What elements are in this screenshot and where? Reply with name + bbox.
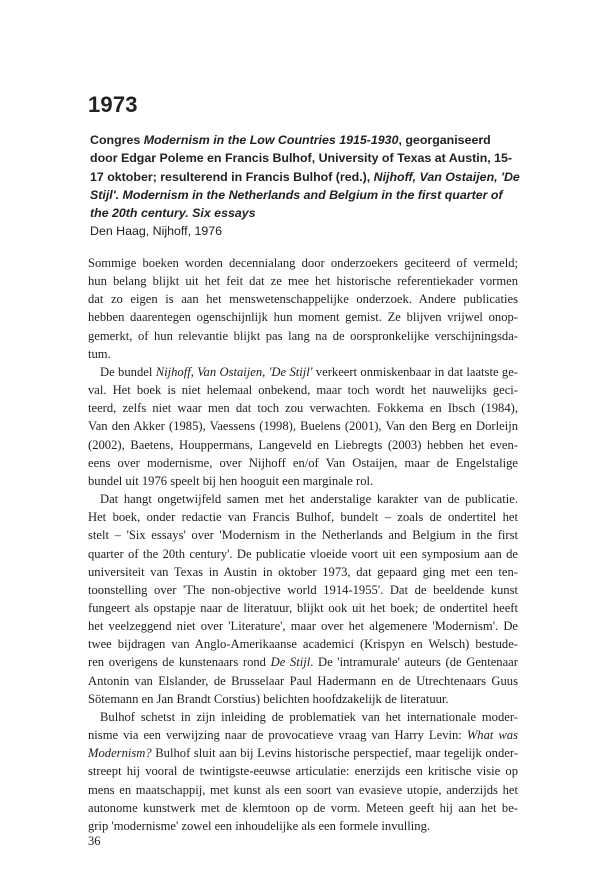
text-fragment: ren overigens de kunstenaars rond [88,655,271,670]
text-line: streept hij vooral de twintigste-eeuwse articulatie: enerzijds een kritische visie op [88,764,518,779]
text-line: quarter of the 20th century'. De publicatie vloeide voort uit een symposium aan de [88,546,518,561]
text-line [88,726,518,744]
reference-publisher-place: Den Haag, Nijhoff, 1976 [90,224,223,239]
text-line: hun belang blijkt uit het feit dat ze mee het historische referentiekader vormen [88,274,518,289]
text-line: gemerkt, of hun relevantie blijkt pas lang na de oorspronkelijke verschijningsda- [88,328,518,343]
text-line: Van den Akker (1985), Vaessens (1998), Buelens (2001), Van den Berg en Dorleijn [88,419,518,434]
text-line: Dat hangt ongetwijfeld samen met het anderstalige karakter van de publicatie. [100,492,518,507]
text-line: dat zo eigen is aan het menswetenschappelijke onderzoek. Andere publicaties [88,292,518,307]
text-line: autonome kunstwerk met de klemtoon op de vorm. Meteen geeft hij aan het be- [88,800,518,815]
text-line: Het boek, onder redactie van Francis Bulhof, bundelt – zoals de ondertitel het [88,510,518,525]
page-number: 36 [88,834,101,848]
italic-title: De Stijl [270,655,311,670]
text-line [88,363,518,381]
text-line: Sommige boeken worden decennialang door onderzoekers geciteerd of vermeld; [88,256,518,270]
text-line: grip 'modernisme' zowel een inhoudelijke als een formele invulling. [88,818,431,833]
text-line: val. Het boek is niet helemaal onbekend, maar toch wordt het nauwelijks geci- [88,383,518,398]
text-line: eens over modernisme, over Nijhoff en/of Van Ostaijen, maar de Engelstalige [88,455,518,470]
reference-part-1: Congres [90,133,144,147]
text-line: fungeert als opstapje naar de literatuur, blijkt ook uit het boek; de ondertitel heeft [88,600,518,615]
text-line: mens en maatschappij, met kunst als een soort van evasieve utopie, anderzijds het [88,782,518,797]
text-line: bundel uit 1976 speelt bij hen hooguit een marginale rol. [88,473,374,488]
italic-title: Modernism? [88,746,152,761]
bibliographic-reference [90,131,520,241]
text-fragment: Bulhof sluit aan bij Levins historische perspectief, maar tegelijk onder- [151,746,518,761]
text-line: stelt – 'Six essays' over 'Modernism in the Netherlands and Belgium in the first [88,528,518,543]
text-fragment: verkeert onmiskenbaar in dat laatste ge- [312,364,519,379]
text-line: Sötemann en Jan Brandt Corstius) belichten hoofdzakelijk de literatuur. [88,691,449,706]
text-line: tum. [88,346,111,361]
text-line [88,653,518,671]
reference-congress-title: Modernism in the Low Countries 1915-1930 [143,133,399,147]
reference-book-title: Nijhoff, Van Ostaijen, 'De Stijl'. Modernism in the Netherlands and Belgium in the first quarter of the 20th century. Six essays [90,169,520,221]
text-line: Bulhof schetst in zijn inleiding de problematiek van het internationale moder- [100,709,518,724]
text-line [88,744,518,762]
italic-title: What was [466,728,518,743]
chapter-year-heading: 1973 [88,92,138,117]
text-line: toonstelling over 'The non-objective world 1914-1955'. Dat de beeldende kunst [88,582,518,597]
body-text [88,254,518,835]
text-line: Antonin van Elslander, de Brusselaar Paul Hadermann en de Utrechtenaars Guus [88,673,518,688]
text-line: teerd, zelfs niet waar men dat toch zou verwachten. Fokkema en Ibsch (1984), [88,401,518,416]
reference-part-3: , georganiseerd door Edgar Poleme en Francis Bulhof, University of Texas at Austin, 15-17 oktober; resulterend in Francis Bulhof (red.), [90,133,513,184]
text-fragment: nisme via een verwijzing naar de provocatieve vraag van Harry Levin: [88,728,467,743]
text-line: het veelzeggend niet over 'Literature', maar over het algemenere 'Modernism'. De [88,619,518,634]
text-fragment: De bundel [100,364,156,379]
text-fragment: . De 'intramurale' auteurs (de Gentenaar [310,655,518,670]
text-line: universiteit van Texas in Austin in oktober 1973, dat gepaard ging met een ten- [88,564,518,579]
text-line: hebben daarentegen ogenschijnlijk hun moment gemist. Ze blijven vrijwel onop- [88,310,518,325]
text-line: (2002), Baetens, Houppermans, Langeveld en Liebregts (2003) hebben het even- [88,437,518,452]
text-line: twee bijdragen van Anglo-Amerikaanse academici (Krispyn en Welsch) bestude- [88,637,518,652]
italic-title: Nijhoff, Van Ostaijen, 'De Stijl' [155,364,313,379]
